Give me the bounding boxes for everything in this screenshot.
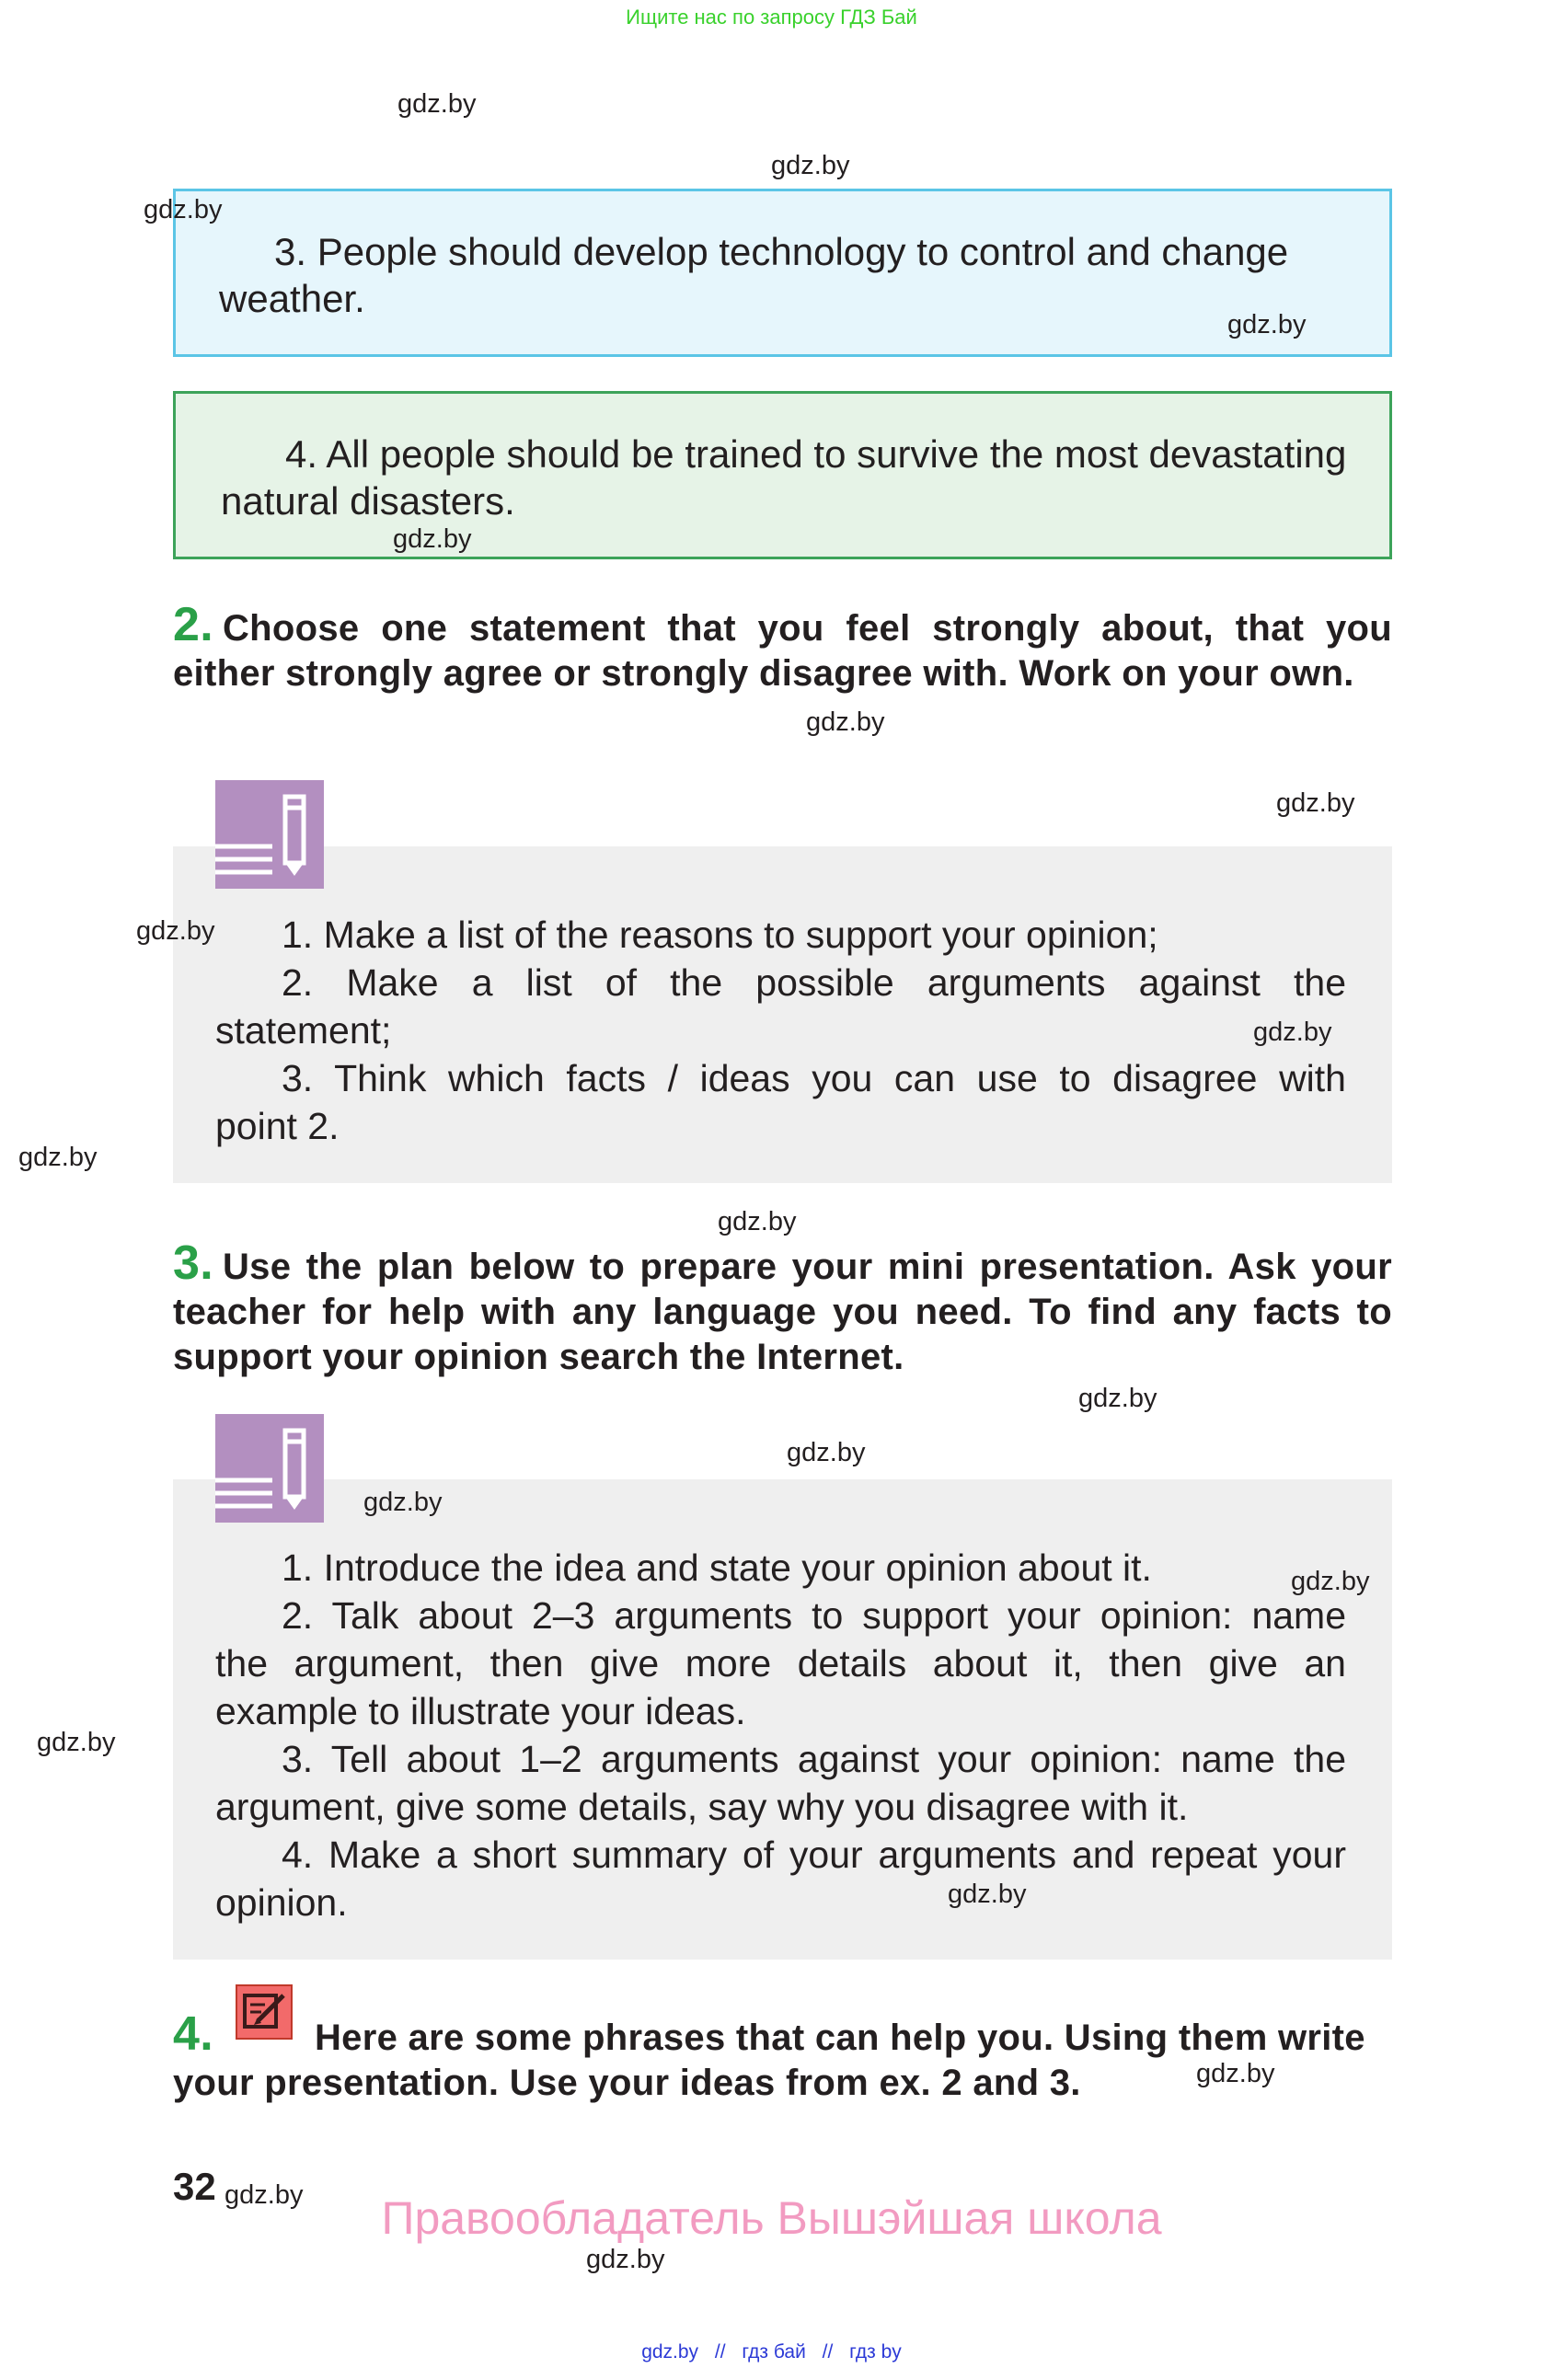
watermark: gdz.by xyxy=(136,916,215,946)
task-2-number: 2. xyxy=(173,598,213,651)
watermark: gdz.by xyxy=(37,1728,116,1757)
watermark: gdz.by xyxy=(1276,788,1355,818)
task-4-text: Here are some phrases that can help you. Using them write your presentation. Use your ideas from ex. 2 and 3. xyxy=(173,2018,1365,2103)
footer-separator: // xyxy=(822,2341,834,2363)
panel-2-item-4: 4. Make a short summary of your arguments and repeat your xyxy=(282,1834,1346,1876)
watermark: gdz.by xyxy=(948,1880,1027,1909)
panel-1-item-1: 1. Make a list of the reasons to support your opinion; xyxy=(282,914,1158,956)
statement-4-line-2: natural disasters. xyxy=(221,479,515,523)
statement-box-3 xyxy=(173,189,1392,357)
watermark: gdz.by xyxy=(1227,310,1307,339)
panel-2-item-1: 1. Introduce the idea and state your opinion about it. xyxy=(282,1546,1152,1589)
footer-link-gdz-bai[interactable]: гдз бай xyxy=(742,2341,806,2363)
rights-holder: Правообладатель Вышэйшая школа xyxy=(381,2192,1162,2244)
panel-2-item-2-cont: the argument, then give more details about it, then give an xyxy=(215,1642,1346,1684)
page-number: 32 xyxy=(173,2165,216,2208)
footer-separator: // xyxy=(714,2341,726,2363)
panel-1-item-2: 2. Make a list of the possible arguments against the xyxy=(282,961,1346,1004)
task-2 xyxy=(173,598,1392,696)
watermark: gdz.by xyxy=(1078,1384,1157,1413)
panel-1-item-2-cont: statement; xyxy=(215,1009,392,1052)
panel-2-list xyxy=(215,1544,1346,1926)
statement-box-4 xyxy=(173,391,1392,559)
panel-2-item-3-cont: argument, give some details, say why you disagree with it. xyxy=(215,1786,1189,1828)
watermark: gdz.by xyxy=(18,1143,98,1172)
watermark: gdz.by xyxy=(397,89,477,119)
watermark: gdz.by xyxy=(718,1207,797,1236)
statement-3-line-1: 3. People should develop technology to control and change xyxy=(274,230,1289,273)
search-hint[interactable]: Ищите нас по запросу ГДЗ Бай xyxy=(626,6,917,29)
task-3-text: Use the plan below to prepare your mini presentation. Ask your teacher for help with any language you need. To find any facts to support your opinion search the Internet. xyxy=(173,1247,1392,1377)
watermark: gdz.by xyxy=(1253,1018,1332,1047)
watermark: gdz.by xyxy=(1196,2059,1275,2088)
watermark: gdz.by xyxy=(586,2245,665,2274)
panel-1-item-3: 3. Think which facts / ideas you can use to disagree with xyxy=(282,1057,1346,1099)
statement-4-line-1: 4. All people should be trained to survive the most devastating xyxy=(285,432,1347,476)
watermark: gdz.by xyxy=(144,195,223,224)
panel-1-list xyxy=(215,911,1346,1150)
panel-2-item-2-cont-2: example to illustrate your ideas. xyxy=(215,1690,746,1732)
watermark: gdz.by xyxy=(225,2180,304,2210)
watermark: gdz.by xyxy=(393,524,472,554)
panel-1-item-3-cont: point 2. xyxy=(215,1105,340,1147)
task-4-number: 4. xyxy=(173,2007,213,2061)
task-2-text: Choose one statement that you feel strongly about, that you either strongly agree or strongly disagree with. Work on your own. xyxy=(173,608,1392,694)
panel-2-item-2: 2. Talk about 2–3 arguments to support your opinion: name xyxy=(282,1594,1346,1637)
task-3 xyxy=(173,1236,1392,1380)
statement-3-line-2: weather. xyxy=(219,277,365,320)
task-3-number: 3. xyxy=(173,1236,213,1290)
footer-link-gdz-by[interactable]: гдз by xyxy=(849,2341,902,2363)
watermark: gdz.by xyxy=(363,1488,443,1517)
pencil-notes-icon xyxy=(215,780,324,889)
panel-2-item-4-cont: opinion. xyxy=(215,1881,348,1924)
watermark: gdz.by xyxy=(787,1438,866,1467)
watermark: gdz.by xyxy=(1291,1567,1370,1596)
footer-links xyxy=(0,2341,1543,2363)
pencil-notes-icon xyxy=(215,1414,324,1523)
panel-2-item-3: 3. Tell about 1–2 arguments against your opinion: name the xyxy=(282,1738,1346,1780)
watermark: gdz.by xyxy=(806,707,885,737)
footer-link-gdz[interactable]: gdz.by xyxy=(641,2341,699,2363)
watermark: gdz.by xyxy=(771,151,850,180)
